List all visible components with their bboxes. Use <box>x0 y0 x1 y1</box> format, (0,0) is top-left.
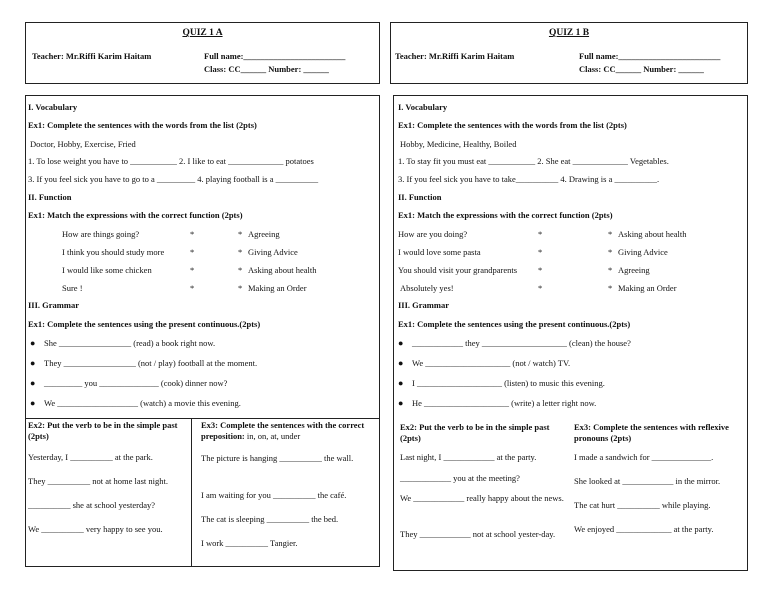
quiz-a-grammar-item: ● We ___________________ (watch) a movie this evening. <box>30 398 241 408</box>
quiz-b-ex3-title: Ex3: Complete the sentences with reflexive pronouns (2pts) <box>574 422 729 443</box>
quiz-a-header <box>25 22 380 84</box>
match-right: Giving Advice <box>248 247 298 257</box>
quiz-a-ex3-item: The picture is hanging __________ the wall. <box>201 453 354 463</box>
quiz-a-grammar-item: ● She _________________ (read) a book right now. <box>30 338 216 348</box>
match-star: * <box>608 229 613 239</box>
bullet-icon: ● <box>30 358 36 368</box>
match-left: Sure ! <box>62 283 83 293</box>
bullet-icon: ● <box>398 338 404 348</box>
quiz-a-ex2-item: They __________ not at home last night. <box>28 476 168 486</box>
quiz-b-ex2-item: ____________ you at the meeting? <box>400 473 520 483</box>
quiz-b-vocab-line1: 1. To stay fit you must eat ___________ 2. She eat _____________ Vegetables. <box>398 156 669 166</box>
quiz-b-function-ex1: Ex1: Match the expressions with the correct function (2pts) <box>398 210 613 220</box>
bullet-icon: ● <box>398 358 404 368</box>
quiz-a-ex3-item: I am waiting for you __________ the café. <box>201 490 347 500</box>
quiz-a-vocab-line2: 3. If you feel sick you have to go to a _________ 4. playing football is a __________ <box>28 174 319 184</box>
match-star: * <box>238 247 243 257</box>
match-star: * <box>538 265 543 275</box>
quiz-a-grammar-item: ● _________ you ______________ (cook) dinner now? <box>30 378 228 388</box>
match-star: * <box>608 265 613 275</box>
match-star: * <box>190 283 195 293</box>
quiz-a-ex2-item: __________ she at school yesterday? <box>28 500 155 510</box>
quiz-b-ex2-item: They ____________ not at school yester-day. <box>400 529 556 539</box>
match-star: * <box>190 265 195 275</box>
quiz-b-grammar-item: ● ____________ they ____________________ (clean) the house? <box>398 338 631 348</box>
quiz-b-ex2-title: Ex2: Put the verb to be in the simple past (2pts) <box>400 422 550 443</box>
bullet-icon: ● <box>398 378 404 388</box>
quiz-b-grammar-item: ● We ____________________ (not / watch) TV. <box>398 358 571 368</box>
quiz-b-ex3-item: She looked at ____________ in the mirror. <box>574 476 721 486</box>
quiz-b-ex3-item: The cat hurt __________ while playing. <box>574 500 711 510</box>
match-left: I would love some pasta <box>398 247 481 257</box>
quiz-a-fullname: Full name:________________________ <box>204 51 346 61</box>
quiz-b-header <box>390 22 748 84</box>
bullet-icon: ● <box>30 378 36 388</box>
quiz-b-vocab-heading: I. Vocabulary <box>398 102 448 112</box>
quiz-a-function-ex1: Ex1: Match the expressions with the correct function (2pts) <box>28 210 243 220</box>
quiz-b-vocab-line2: 3. If you feel sick you have to take__________ 4. Drawing is a __________. <box>398 174 660 184</box>
quiz-a-ex2-title: Ex2: Put the verb to be in the simple past (2pts) <box>28 420 178 441</box>
match-right: Giving Advice <box>618 247 668 257</box>
quiz-b-teacher: Teacher: Mr.Riffi Karim Haitam <box>395 51 515 61</box>
quiz-a-vocab-line1: 1. To lose weight you have to ___________ 2. I like to eat _____________ potatoes <box>28 156 314 166</box>
quiz-a-grammar-item: ● They _________________ (not / play) football at the moment. <box>30 358 258 368</box>
bullet-icon: ● <box>398 398 404 408</box>
quiz-b-ex3-item: We enjoyed _____________ at the party. <box>574 524 714 534</box>
bullet-icon: ● <box>30 398 36 408</box>
match-star: * <box>238 283 243 293</box>
quiz-b-grammar-item: ● He ____________________ (write) a letter right now. <box>398 398 597 408</box>
match-star: * <box>190 247 195 257</box>
quiz-a-wordlist: Doctor, Hobby, Exercise, Fried <box>30 139 136 149</box>
quiz-a-body <box>25 95 380 567</box>
match-right: Agreeing <box>248 229 280 239</box>
quiz-a-vocab-ex1: Ex1: Complete the sentences with the words from the list (2pts) <box>28 120 257 130</box>
match-right: Asking about health <box>248 265 317 275</box>
match-right: Asking about health <box>618 229 687 239</box>
match-left: How are you doing? <box>398 229 468 239</box>
quiz-a-ex2-item: Yesterday, I __________ at the park. <box>28 452 153 462</box>
quiz-a-ex3-item: I work __________ Tangier. <box>201 538 298 548</box>
quiz-a-teacher: Teacher: Mr.Riffi Karim Haitam <box>32 51 152 61</box>
match-right: Making an Order <box>248 283 307 293</box>
quiz-a-ex3-title: Ex3: Complete the sentences with the correct preposition: in, on, at, under <box>201 420 365 441</box>
quiz-a-bottom-divider <box>26 418 379 419</box>
bullet-icon: ● <box>30 338 36 348</box>
quiz-b-wordlist: Hobby, Medicine, Healthy, Boiled <box>400 139 517 149</box>
match-star: * <box>238 229 243 239</box>
match-star: * <box>538 247 543 257</box>
match-left: I think you should study more <box>62 247 165 257</box>
match-star: * <box>608 283 613 293</box>
quiz-a-grammar-ex1: Ex1: Complete the sentences using the present continuous.(2pts) <box>28 319 261 329</box>
quiz-a-column-divider <box>191 418 192 566</box>
quiz-a-grammar-heading: III. Grammar <box>28 300 79 310</box>
quiz-b-ex2-item: Last night, I ____________ at the party. <box>400 452 537 462</box>
quiz-b-title: QUIZ 1 B <box>548 28 590 38</box>
match-left: How are things going? <box>62 229 140 239</box>
quiz-a-function-heading: II. Function <box>28 192 72 202</box>
quiz-b-grammar-ex1: Ex1: Complete the sentences using the present continuous.(2pts) <box>398 319 631 329</box>
match-star: * <box>190 229 195 239</box>
match-right: Agreeing <box>618 265 650 275</box>
quiz-a-title: QUIZ 1 A <box>182 28 223 38</box>
quiz-b-ex2-item: We ____________ really happy about the news. <box>400 493 564 503</box>
quiz-a-class: Class: CC______ Number: ______ <box>204 64 329 74</box>
match-left: I would like some chicken <box>62 265 152 275</box>
match-right: Making an Order <box>618 283 677 293</box>
quiz-a-vocab-heading: I. Vocabulary <box>28 102 78 112</box>
match-star: * <box>538 283 543 293</box>
quiz-a-ex2-item: We __________ very happy to see you. <box>28 524 163 534</box>
quiz-b-grammar-heading: III. Grammar <box>398 300 449 310</box>
quiz-b-vocab-ex1: Ex1: Complete the sentences with the words from the list (2pts) <box>398 120 627 130</box>
match-left: You should visit your grandparents <box>398 265 518 275</box>
quiz-b-fullname: Full name:________________________ <box>579 51 721 61</box>
match-star: * <box>608 247 613 257</box>
match-star: * <box>538 229 543 239</box>
quiz-a-ex3-item: The cat is sleeping __________ the bed. <box>201 514 339 524</box>
match-left: Absolutely yes! <box>400 283 454 293</box>
quiz-b-class: Class: CC______ Number: ______ <box>579 64 704 74</box>
quiz-b-function-heading: II. Function <box>398 192 442 202</box>
quiz-b-ex3-item: I made a sandwich for ______________. <box>574 452 714 462</box>
quiz-b-grammar-item: ● I ____________________ (listen) to music this evening. <box>398 378 605 388</box>
quiz-b-body <box>393 95 748 571</box>
match-star: * <box>238 265 243 275</box>
